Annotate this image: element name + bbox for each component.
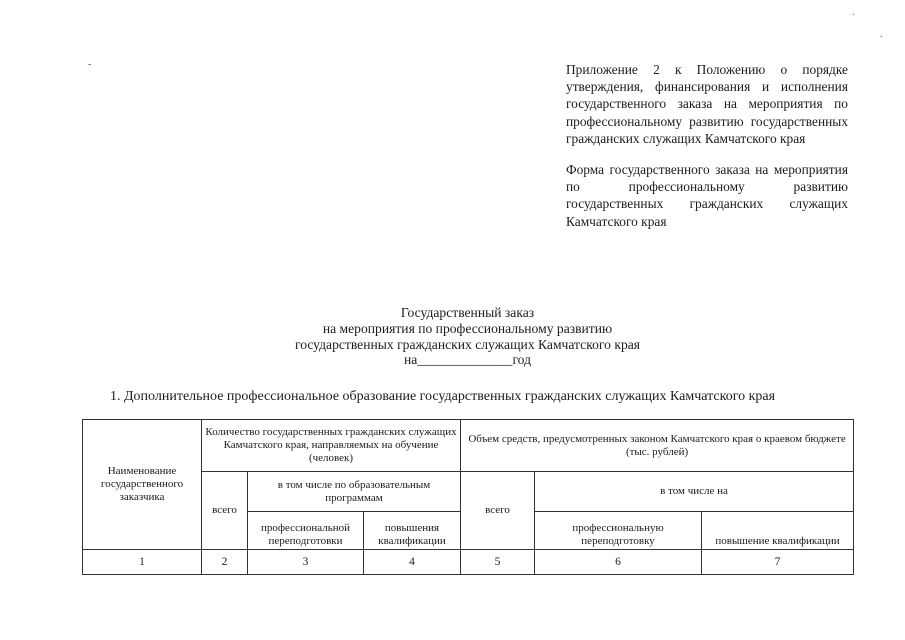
count-qualification-header: повышения квалификации [364, 512, 461, 550]
column-number: 2 [202, 550, 248, 575]
title-line-2: на мероприятия по профессиональному развитию [322, 320, 613, 336]
column-number: 7 [702, 550, 854, 575]
funds-qualification-header: повышение квалификации [702, 512, 854, 550]
count-retraining-header: профессиональной переподготовки [248, 512, 364, 550]
count-including-header: в том числе по образовательным программам [248, 472, 461, 512]
funds-including-header: в том числе на [535, 472, 854, 512]
funds-retraining-header: профессиональную переподготовку [535, 512, 702, 550]
title-line-3: государственных гражданских служащих Камчатского края [294, 336, 641, 352]
title-line-4: на______________год [403, 352, 532, 368]
column-number-row [83, 550, 854, 575]
section-heading: 1. Дополнительное профессиональное образование государственных гражданских служащих Камчатского края [110, 389, 776, 404]
funds-total-header: всего [461, 472, 535, 550]
column-number: 3 [248, 550, 364, 575]
customer-header: Наименование государственного заказчика [83, 420, 202, 550]
document-title [0, 305, 905, 368]
title-line-1: Государственный заказ [400, 305, 535, 320]
appendix-header [566, 61, 848, 230]
column-number: 1 [83, 550, 202, 575]
count-total-header: всего [202, 472, 248, 550]
column-number: 4 [364, 550, 461, 575]
appendix-reference: Приложение 2 к Положению о порядке утверждения, финансирования и исполнения государственного заказа на мероприятия по профессиональному развитию государственных гражданских служащих Камчатского края [566, 62, 848, 146]
table-header-row [83, 420, 854, 472]
page-mark: - [88, 59, 92, 70]
form-title: Форма государственного заказа на мероприятия по профессиональному развитию государственных гражданских служащих Камчатского края [566, 162, 848, 229]
order-table [82, 419, 854, 575]
scan-dot: . [880, 29, 883, 40]
scan-dot: . [852, 7, 855, 18]
count-header: Количество государственных гражданских служащих Камчатского края, направляемых на обучение (человек) [202, 420, 461, 472]
funds-header: Объем средств, предусмотренных законом Камчатского края о краевом бюджете (тыс. рублей) [461, 420, 854, 472]
column-number: 6 [535, 550, 702, 575]
column-number: 5 [461, 550, 535, 575]
